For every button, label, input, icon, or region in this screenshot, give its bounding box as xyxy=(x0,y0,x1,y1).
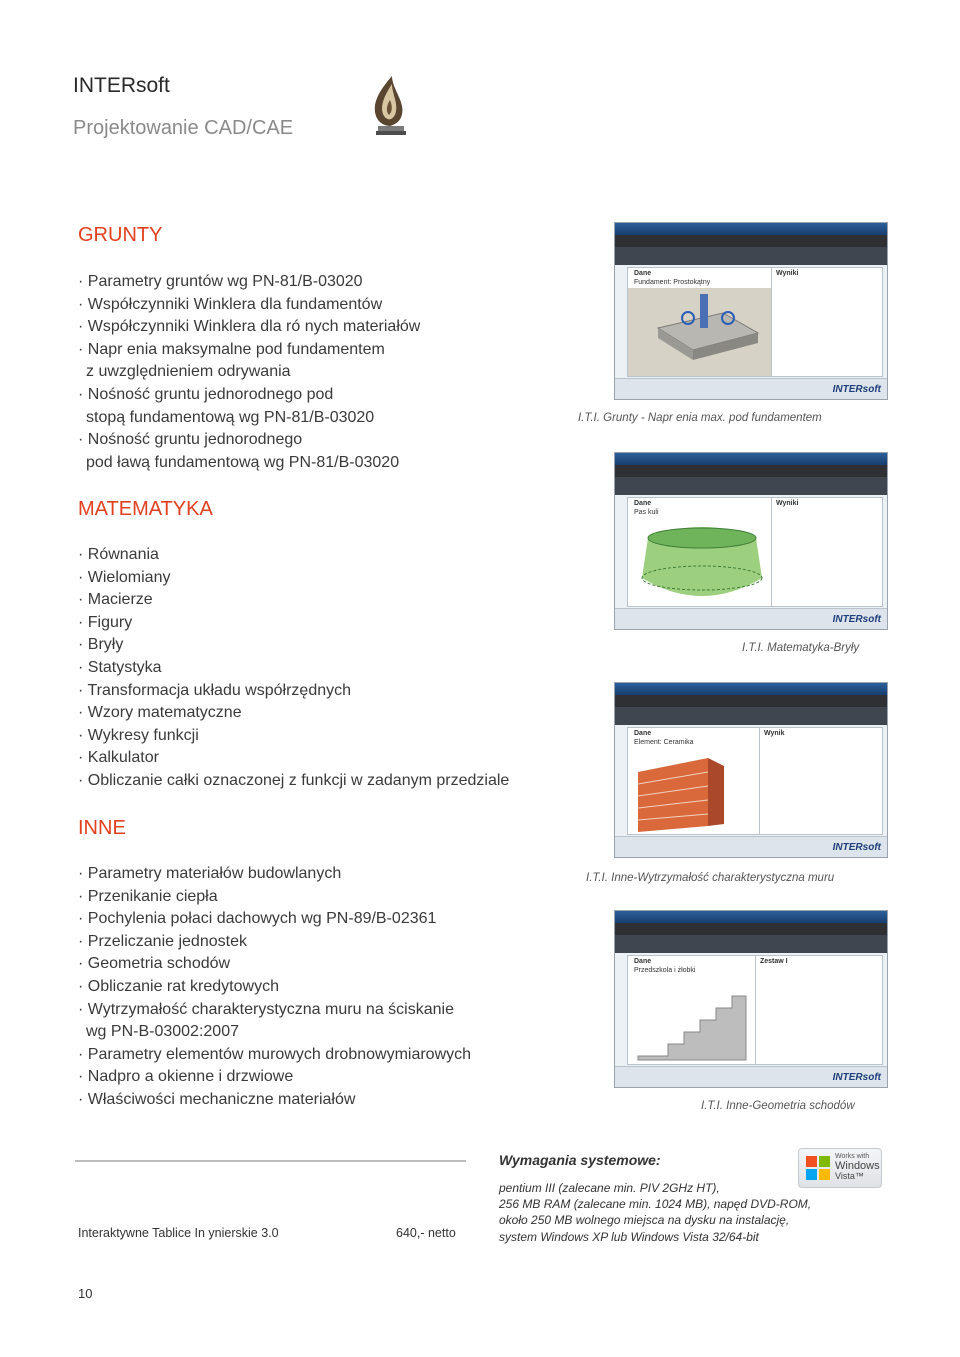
vista-badge-top: Works with xyxy=(835,1153,870,1160)
list-item: wg PN-B-03002:2007 xyxy=(86,1023,239,1041)
results-panel: Wyniki xyxy=(771,267,883,377)
vista-badge-sub: Vista™ xyxy=(835,1171,864,1181)
list-item: · Geometria schodów xyxy=(78,955,231,973)
product-price: 640,- netto xyxy=(396,1226,456,1240)
screenshot-caption: I.T.I. Matematyka-Bryły xyxy=(742,642,860,654)
list-item: · Parametry gruntów wg PN-81/B-03020 xyxy=(78,273,363,290)
list-item: · Parametry materiałów budowlanych xyxy=(78,865,342,882)
list-item: pod ławą fundamentową wg PN-81/B-03020 xyxy=(86,453,400,471)
list-item: · Statystyka xyxy=(78,658,162,676)
screenshot-caption: I.T.I. Grunty - Napr enia max. pod fundamentem xyxy=(578,412,822,424)
list-item: · Bryły xyxy=(78,636,124,654)
grunty-feature-list xyxy=(78,271,420,474)
list-item: · Współczynniki Winklera dla ró nych materiałów xyxy=(78,318,421,336)
input-panel: Dane Przedszkola i żłobki xyxy=(627,955,759,1065)
list-item: · Kalkulator xyxy=(78,749,159,767)
stairs-icon xyxy=(628,976,756,1064)
award-trophy-icon xyxy=(368,74,410,136)
list-item: · Wzory matematyczne xyxy=(78,704,242,722)
input-panel: Dane Fundament: Prostokątny xyxy=(627,267,779,377)
list-item: · Obliczanie całki oznaczonej z funkcji w zadanym przedziale xyxy=(78,771,510,789)
results-panel: Wynik xyxy=(759,727,883,835)
windows-vista-badge xyxy=(798,1148,882,1188)
list-item: · Wykresy funkcji xyxy=(78,726,199,744)
list-item: · Nośność gruntu jednorodnego xyxy=(78,431,303,449)
windows-logo-icon xyxy=(804,1154,832,1182)
list-item: · Macierze xyxy=(78,591,153,609)
screenshot-caption: I.T.I. Inne-Wytrzymałość charakterystyczna muru xyxy=(586,872,835,884)
list-item: z uwzględnieniem odrywania xyxy=(86,363,291,381)
intersoft-logo: INTERsoft xyxy=(832,842,881,853)
intersoft-logo: INTERsoft xyxy=(832,1072,881,1083)
results-panel: Zestaw I xyxy=(755,955,883,1065)
list-item: system Windows XP lub Windows Vista 32/64-bit xyxy=(499,1229,759,1244)
list-item: pentium III (zalecane min. PIV 2GHz HT), xyxy=(499,1181,720,1195)
list-item: · Równania xyxy=(78,546,159,563)
vista-badge-main: Windows xyxy=(835,1160,880,1172)
section-heading-inne: INNE xyxy=(78,817,126,839)
list-item: · Współczynniki Winklera dla fundamentów xyxy=(78,295,383,313)
screenshot-grunty xyxy=(614,222,888,400)
list-item: · Wielomiany xyxy=(78,568,171,586)
matematyka-feature-list xyxy=(78,544,509,793)
list-item: około 250 MB wolnego miejsca na dysku na instalację, xyxy=(499,1213,790,1228)
screenshot-matematyka xyxy=(614,452,888,630)
page-number: 10 xyxy=(78,1286,93,1301)
list-item: · Przeliczanie jednostek xyxy=(78,932,247,950)
page-subtitle: Projektowanie CAD/CAE xyxy=(73,117,294,139)
results-panel: Wyniki xyxy=(771,497,883,607)
list-item: 256 MB RAM (zalecane min. 1024 MB), napęd DVD-ROM, xyxy=(499,1197,812,1212)
list-item: · Wytrzymałość charakterystyczna muru na ściskanie xyxy=(78,1000,454,1018)
inne-feature-list xyxy=(78,863,471,1112)
screenshot-inne-mur xyxy=(614,682,888,858)
sphere-segment-icon xyxy=(628,518,776,606)
list-item: · Właściwości mechaniczne materiałów xyxy=(78,1090,356,1108)
foundation-diagram-icon xyxy=(628,288,776,376)
intersoft-logo: INTERsoft xyxy=(832,384,881,395)
section-heading-matematyka: MATEMATYKA xyxy=(78,498,213,520)
brand-name: INTERsoft xyxy=(73,74,170,97)
screenshot-inne-schody xyxy=(614,910,888,1088)
input-panel: Dane Element: Ceramika xyxy=(627,727,767,835)
product-name: Interaktywne Tablice In ynierskie 3.0 xyxy=(78,1226,279,1240)
list-item: · Przenikanie ciepła xyxy=(78,887,218,905)
divider xyxy=(75,1160,466,1162)
list-item: · Obliczanie rat kredytowych xyxy=(78,977,279,995)
list-item: · Nadpro a okienne i drzwiowe xyxy=(78,1068,294,1086)
list-item: · Nośność gruntu jednorodnego pod xyxy=(78,385,334,403)
intersoft-logo: INTERsoft xyxy=(832,614,881,625)
section-heading-grunty: GRUNTY xyxy=(78,224,163,246)
list-item: · Pochylenia połaci dachowych wg PN-89/B-02361 xyxy=(78,910,437,928)
list-item: · Napr enia maksymalne pod fundamentem xyxy=(78,340,385,358)
input-panel: Dane Pas kuli xyxy=(627,497,779,607)
list-item: stopą fundamentową wg PN-81/B-03020 xyxy=(86,408,375,426)
requirements-list xyxy=(499,1180,811,1245)
screenshot-caption: I.T.I. Inne-Geometria schodów xyxy=(701,1100,855,1112)
list-item: · Transformacja układu współrzędnych xyxy=(78,681,352,699)
brick-wall-icon xyxy=(628,748,764,834)
requirements-heading: Wymagania systemowe: xyxy=(499,1152,661,1168)
list-item: · Figury xyxy=(78,613,133,631)
list-item: · Parametry elementów murowych drobnowymiarowych xyxy=(78,1045,472,1063)
